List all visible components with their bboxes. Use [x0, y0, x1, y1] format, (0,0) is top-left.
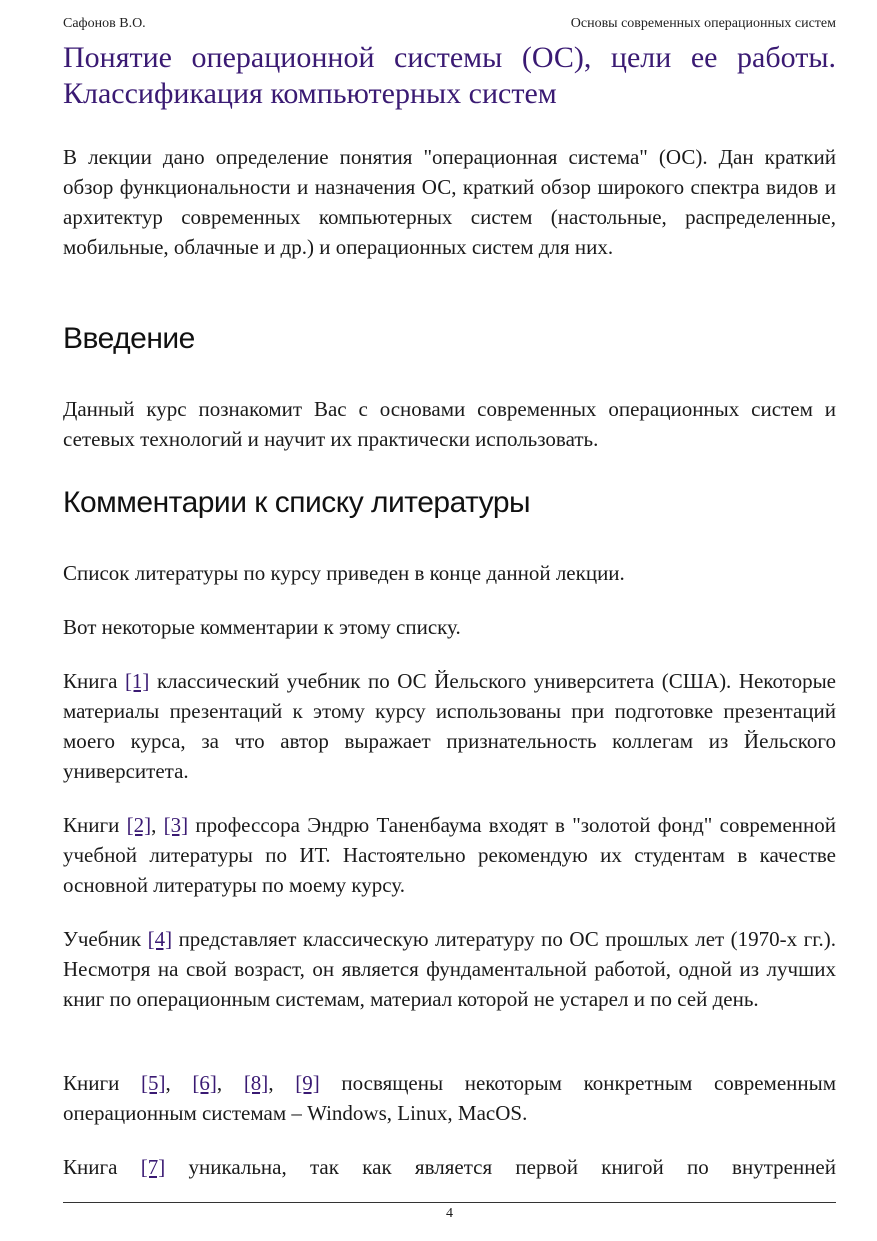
p6-text-rest: посвящены некоторым конкретным современным операционным системам – Windows, Linux, MacOS. [63, 1071, 837, 1125]
p5-text-start: Учебник [63, 927, 148, 951]
p3-text-start: Книга [63, 669, 125, 693]
p6-text-start: Книги [63, 1071, 141, 1095]
header-course-title: Основы современных операционных систем [570, 16, 836, 31]
footer-divider [63, 1202, 836, 1203]
p6-separator-1: , [165, 1071, 193, 1095]
literature-heading: Комментарии к списку литературы [63, 486, 531, 519]
document-page [63, 0, 836, 1241]
literature-paragraph-3 [63, 666, 836, 786]
running-header [63, 16, 836, 32]
reference-link-6[interactable]: [6] [192, 1071, 217, 1095]
literature-paragraph-7 [63, 1152, 836, 1182]
reference-link-2[interactable]: [2] [126, 813, 152, 837]
lecture-title: Понятие операционной системы (ОС), цели ее работы. Классификация компьютерных систем [63, 41, 836, 110]
literature-paragraph-6 [63, 1068, 836, 1128]
literature-paragraph-5 [63, 924, 836, 1014]
literature-paragraph-1: Список литературы по курсу приведен в конце данной лекции. [63, 561, 625, 585]
p4-text-rest: профессора Эндрю Таненбаума входят в "золотой фонд" современной учебной литературы по ИТ. Настоятельно рекомендую их студентам в качестве основной литературы по моему курсу. [63, 813, 836, 897]
reference-link-7[interactable]: [7] [140, 1155, 166, 1179]
header-author: Сафонов В.О. [63, 16, 146, 31]
reference-link-9[interactable]: [9] [295, 1071, 320, 1095]
p6-separator-3: , [268, 1071, 296, 1095]
reference-link-3[interactable]: [3] [163, 813, 189, 837]
abstract-paragraph: В лекции дано определение понятия "операционная система" (ОС). Дан краткий обзор функциональности и назначения ОС, краткий обзор широкого спектра видов и архитектур современных компьютерных систем (настольные, распределенные, мобильные, облачные и др.) и операционных систем для них. [63, 145, 836, 259]
p7-text-rest: уникальна, так как является первой книгой по внутренней [165, 1155, 836, 1179]
p4-text-start: Книги [63, 813, 127, 837]
p6-separator-2: , [216, 1071, 244, 1095]
reference-link-1[interactable]: [1] [124, 669, 150, 693]
intro-heading: Введение [63, 322, 195, 355]
reference-link-8[interactable]: [8] [243, 1071, 269, 1095]
reference-link-5[interactable]: [5] [141, 1071, 166, 1095]
reference-link-4[interactable]: [4] [147, 927, 173, 951]
p4-separator: , [151, 813, 164, 837]
literature-paragraph-2: Вот некоторые комментарии к этому списку. [63, 615, 461, 639]
intro-paragraph: Данный курс познакомит Вас с основами современных операционных систем и сетевых технологий и научит их практически использовать. [63, 397, 836, 451]
p7-text-start: Книга [63, 1155, 141, 1179]
p3-text-rest: классический учебник по ОС Йельского университета (США). Некоторые материалы презентаций к этому курсу использованы при подготовке презентаций моего курса, за что автор выражает признательность коллегам из Йельского университета. [63, 669, 836, 783]
p5-text-rest: представляет классическую литературу по ОС прошлых лет (1970-х гг.). Несмотря на свой возраст, он является фундаментальной работой, одной из лучших книг по операционным системам, материал которой не устарел и по сей день. [63, 927, 836, 1011]
literature-paragraph-4 [63, 810, 836, 900]
page-number: 4 [446, 1206, 453, 1221]
